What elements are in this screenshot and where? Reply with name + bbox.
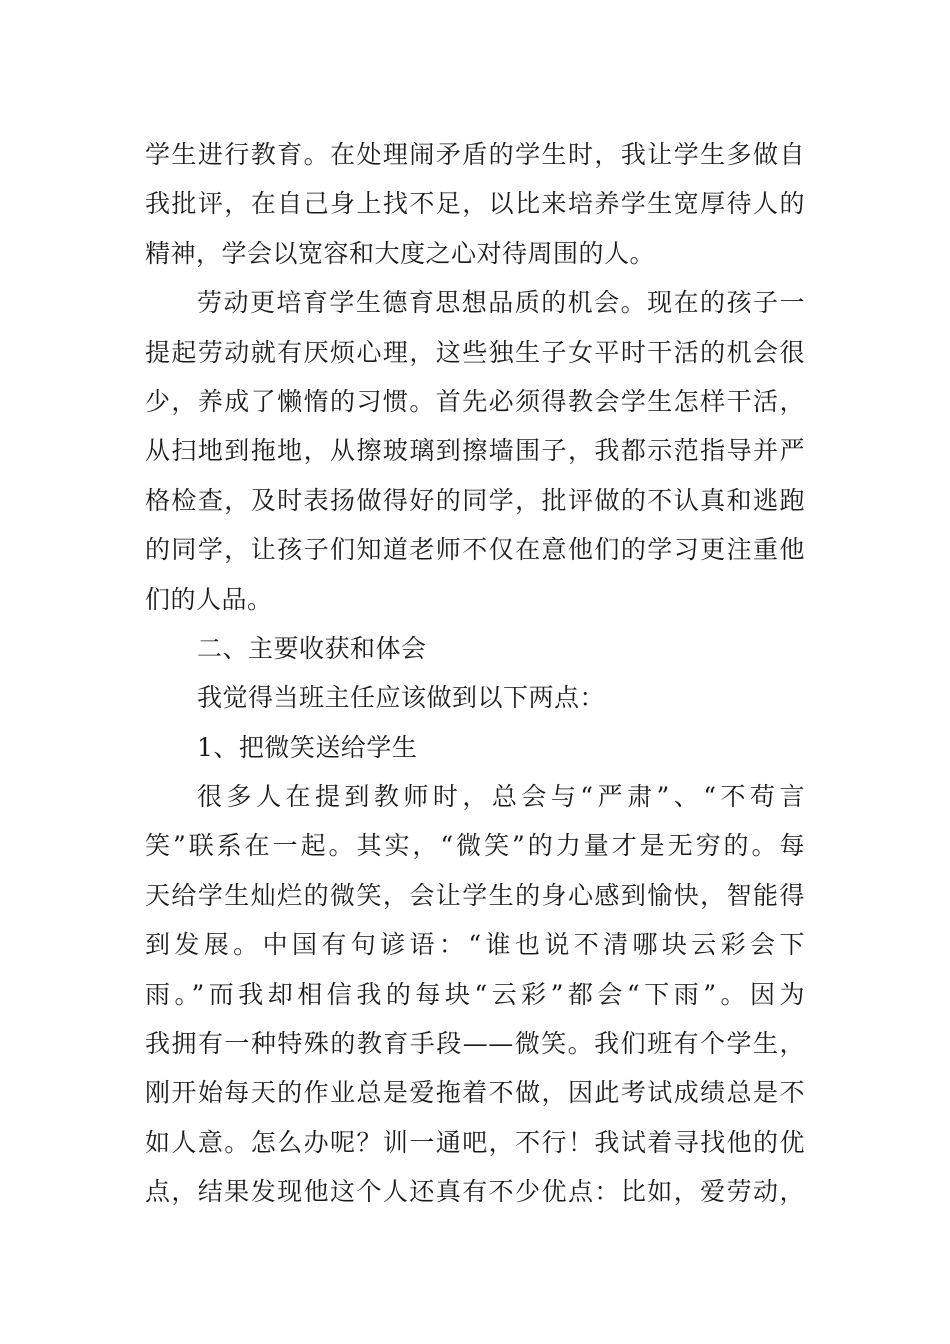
text-line: 的同学，让孩子们知道老师不仅在意他们的学习更注重他 — [145, 535, 805, 565]
text-line: 格检查，及时表扬做得好的同学，批评做的不认真和逃跑 — [145, 485, 805, 515]
text-line: 提起劳动就有厌烦心理，这些独生子女平时干活的机会很 — [145, 337, 805, 367]
document-body — [145, 130, 805, 1217]
text-line: 学生进行教育。在处理闹矛盾的学生时，我让学生多做自 — [145, 140, 805, 169]
text-line: 少，养成了懒惰的习惯。首先必须得教会学生怎样干活， — [145, 386, 805, 416]
text-line: 精神，学会以宽容和大度之心对待周围的人。 — [145, 238, 656, 268]
text-line: 们的人品。 — [145, 584, 273, 614]
text-line: 我拥有一种特殊的教育手段——微笑。我们班有个学生， — [145, 1029, 805, 1059]
text-line: 点，结果发现他这个人还真有不少优点：比如，爱劳动， — [145, 1177, 805, 1207]
text-line: 从扫地到拖地，从擦玻璃到擦墙围子，我都示范指导并严 — [145, 436, 805, 466]
text-line: 笑”联系在一起。其实，“微笑”的力量才是无穷的。每 — [145, 831, 805, 861]
text-line: 劳动更培育学生德育思想品质的机会。现在的孩子一 — [197, 288, 805, 318]
text-line: 二、主要收获和体会 — [197, 633, 427, 663]
text-line: 刚开始每天的作业总是爱拖着不做，因此考试成绩总是不 — [145, 1078, 805, 1108]
text-line: 我觉得当班主任应该做到以下两点： — [197, 683, 606, 713]
text-line: 我批评，在自己身上找不足，以比来培养学生宽厚待人的 — [145, 189, 805, 219]
text-line: 很多人在提到教师时，总会与“严肃”、“不苟言 — [197, 782, 805, 812]
text-line: 如人意。怎么办呢？训一通吧，不行！我试着寻找他的优 — [145, 1127, 805, 1157]
text-line: 到发展。中国有句谚语：“谁也说不清哪块云彩会下 — [145, 930, 805, 960]
text-line: 天给学生灿烂的微笑，会让学生的身心感到愉快，智能得 — [145, 880, 805, 910]
text-line: 1、把微笑送给学生 — [197, 732, 418, 762]
text-line: 雨。”而我却相信我的每块“云彩”都会“下雨”。因为 — [145, 979, 805, 1009]
